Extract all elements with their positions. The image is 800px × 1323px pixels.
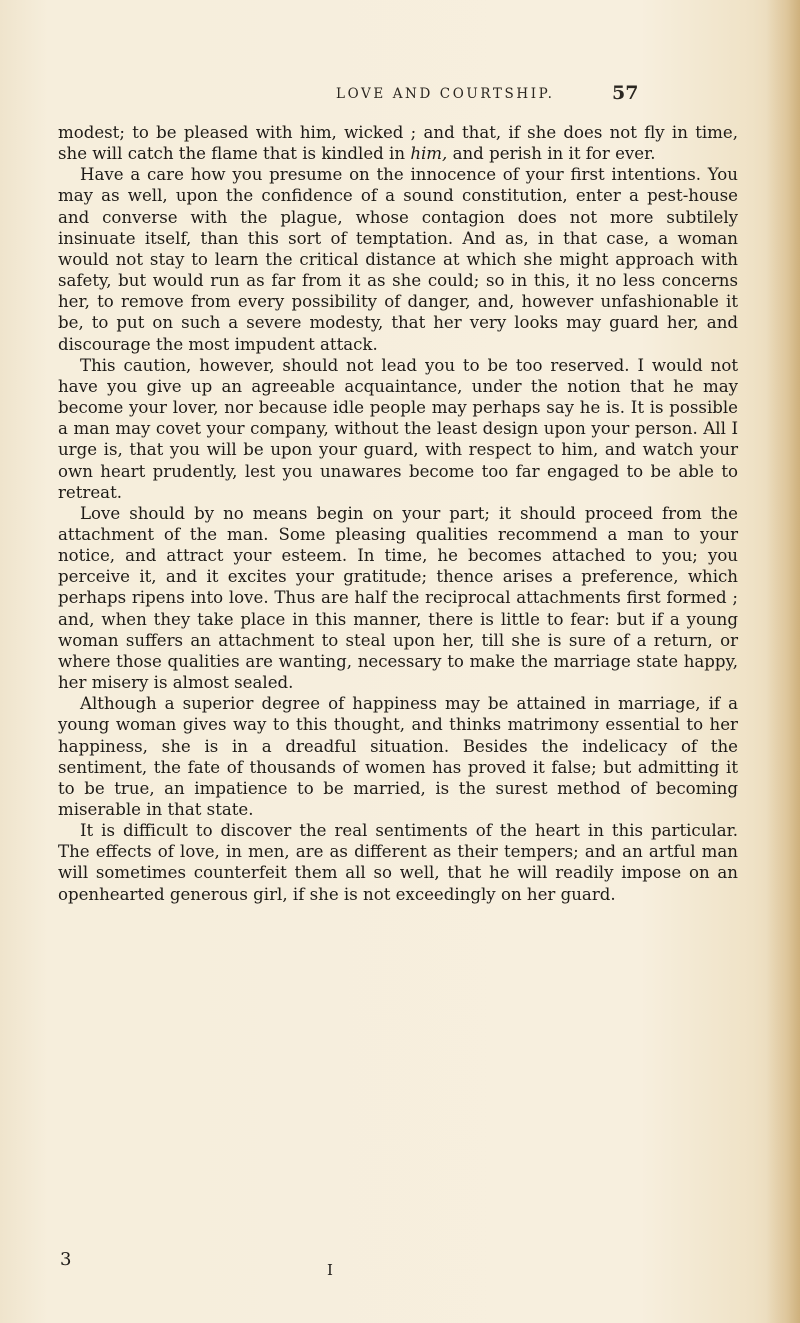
signature-mark: I [327, 1261, 333, 1279]
paragraph [58, 693, 738, 820]
paragraph [58, 503, 738, 693]
text-run: and perish in it for ever. [447, 144, 656, 164]
text-run: Love should by no means begin on your part; it should proceed from the attachment of the man. Some pleasing qualities recommend a man to your notice, and attract your esteem. In time, he becomes attached to you; you perceive it, and it excites your gratitude; thence arises a preference, which perhaps ripens into love. Thus are half the reciprocal attachments first formed ; and, when they take place in this manner, there is little to fear: but if a young woman suffers an attachment to steal upon her, till she is sure of a return, or where those qualities are wanting, necessary to make the marriage state happy, her misery is almost sealed. [58, 503, 738, 693]
paragraph [58, 122, 738, 164]
body-text [58, 122, 738, 905]
paragraph [58, 820, 738, 905]
signature-number: 3 [60, 1249, 72, 1270]
paragraph [58, 164, 738, 354]
text-run: Have a care how you presume on the innocence of your first intentions. You may as well, upon the confidence of a sound constitution, enter a pest-house and converse with the plague, whose contagion does not more subtilely insinuate itself, than this sort of temptation. And as, in that case, a woman would not stay to learn the critical distance at which she might approach with safety, but would run as far from it as she could; so in this, it no less concerns her, to remove from every possibility of danger, and, however unfashionable it be, to put on such a severe modesty, that her very looks may guard her, and discourage the most impudent attack. [58, 165, 738, 354]
italic-text: him, [410, 144, 448, 164]
page-number: 57 [612, 82, 639, 104]
page-edge-shading [766, 0, 800, 1323]
text-run: Although a superior degree of happiness may be attained in marriage, if a young woman gives way to this thought, and thinks matrimony essential to her happiness, she is in a dreadful situation. Besides the indelicacy of the sentiment, the fate of thousands of women has proved it false; but admitting it to be true, an impatience to be married, is the surest method of becoming miserable in that state. [58, 694, 738, 819]
paragraph [58, 355, 738, 503]
running-head: LOVE AND COURTSHIP. [336, 86, 555, 102]
text-run: This caution, however, should not lead you to be too reserved. I would not have you give up an agreeable acquaintance, under the notion that he may become your lover, nor because idle people may perhaps say he is. It is possible a man may covet your company, without the least design upon your person. All I urge is, that you will be upon your guard, with respect to him, and watch your own heart prudently, lest you unawares become too far engaged to be able to retreat. [58, 355, 738, 502]
text-run: modest; to be pleased with him, wicked ; and that, if she does not fly in time, she will catch the flame that is kindled in [58, 123, 738, 164]
page-header [0, 82, 800, 110]
text-run: It is difficult to discover the real sentiments of the heart in this particular. The effects of love, in men, are as different as their tempers; and an artful man will sometimes counterfeit them all so well, that he will readily impose on an openhearted generous girl, if she is not exceedingly on her guard. [58, 821, 738, 904]
page-footer [0, 1249, 800, 1289]
